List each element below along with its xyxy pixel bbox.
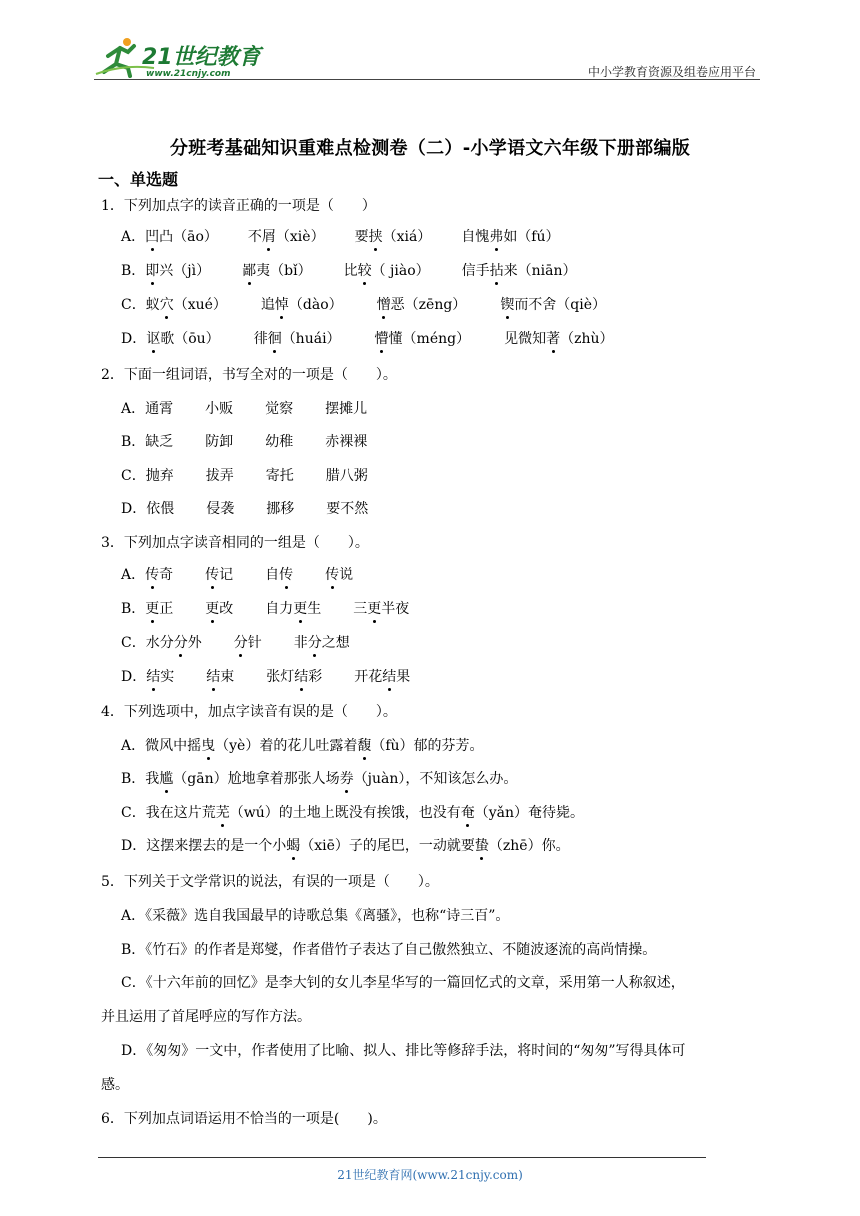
q5-option-c-line1: C．《十六年前的回忆》是李大钊的女儿李星华写的一篇回忆式的文章，采用第一人称叙述，: [121, 975, 685, 991]
section-heading: 一、单选题: [98, 170, 179, 189]
q2-option-a: A．通霄 小贩 觉察 摆摊儿: [121, 401, 368, 417]
q1-option-d: D．讴歌（ōu） 徘徊（huái） 懵懂（méng） 见微知著（zhù）: [121, 331, 614, 347]
q3-option-b: B．更正 更改 自力更生 三更半夜: [121, 601, 410, 617]
q5-option-d-line1: D．《匆匆》一文中，作者使用了比喻、拟人、排比等修辞手法，将时间的“匆匆”写得具体可: [121, 1043, 686, 1059]
q3-option-d: D．结实 结束 张灯结彩 开花结果: [121, 669, 411, 685]
platform-name: 中小学教育资源及组卷应用平台: [587, 65, 756, 79]
q5-option-b: B．《竹石》的作者是郑燮，作者借竹子表达了自己傲然独立、不随波逐流的高尚情操。: [121, 942, 657, 958]
q5-option-d-line2: 感。: [101, 1077, 129, 1093]
logo-subtext: www.21cnjy.com: [146, 69, 231, 79]
q3-option-c: C．水分分外 分针 非分之想: [121, 635, 350, 651]
q1-option-b: B．即兴（jì） 鄙夷（bǐ） 比较（ jiào） 信手拈来（niān）: [121, 263, 577, 279]
logo-text: 21世纪教育: [142, 45, 261, 70]
q5-option-c-line2: 并且运用了首尾呼应的写作方法。: [101, 1009, 311, 1025]
q3-option-a: A．传奇 传记 自传 传说: [121, 567, 354, 583]
q2-option-c: C．抛弃 拔弄 寄托 腊八粥: [121, 468, 368, 484]
page-title: 分班考基础知识重难点检测卷（二）-小学语文六年级下册部编版: [169, 138, 691, 159]
q1-option-c: C．蚁穴（xué） 追悼（dào） 憎恶（zēng） 锲而不舍（qiè）: [121, 297, 607, 313]
logo: [94, 34, 264, 80]
question-2-stem: 2．下面一组词语，书写全对的一项是（ ）。: [101, 367, 397, 383]
footer-divider: [98, 1157, 706, 1158]
question-1-stem: 1．下列加点字的读音正确的一项是（ ）: [101, 198, 376, 214]
q4-option-d: D．这摆来摆去的是一个小蝎（xiē）子的尾巴，一动就要蛰（zhē）你。: [121, 838, 570, 854]
q1-option-a: A．凹凸（āo） 不屑（xiè） 要挟（xiá） 自愧弗如（fú）: [121, 229, 560, 245]
header-divider: [94, 79, 760, 80]
question-3-stem: 3．下列加点字读音相同的一组是（ ）。: [101, 535, 369, 551]
q2-option-d: D．依偎 侵袭 挪移 要不然: [121, 501, 369, 517]
question-6-stem: 6．下列加点词语运用不恰当的一项是( )。: [101, 1111, 387, 1127]
question-4-stem: 4．下列选项中，加点字读音有误的是（ ）。: [101, 704, 397, 720]
q2-option-b: B．缺乏 防卸 幼稚 赤裸裸: [121, 434, 368, 450]
footer-link[interactable]: 21世纪教育网(www.21cnjy.com): [337, 1168, 523, 1182]
question-5-stem: 5．下列关于文学常识的说法，有误的一项是（ ）。: [101, 874, 439, 890]
q4-option-a: A．微风中摇曳（yè）着的花儿吐露着馥（fù）郁的芬芳。: [121, 738, 484, 754]
q5-option-a: A．《采薇》选自我国最早的诗歌总集《离骚》，也称“诗三百”。: [121, 908, 510, 924]
q4-option-c: C．我在这片荒芜（wú）的土地上既没有挨饿，也没有奄（yǎn）奄待毙。: [121, 805, 584, 821]
q4-option-b: B．我尴（gān）尬地拿着那张人场券（juàn），不知该怎么办。: [121, 771, 518, 787]
